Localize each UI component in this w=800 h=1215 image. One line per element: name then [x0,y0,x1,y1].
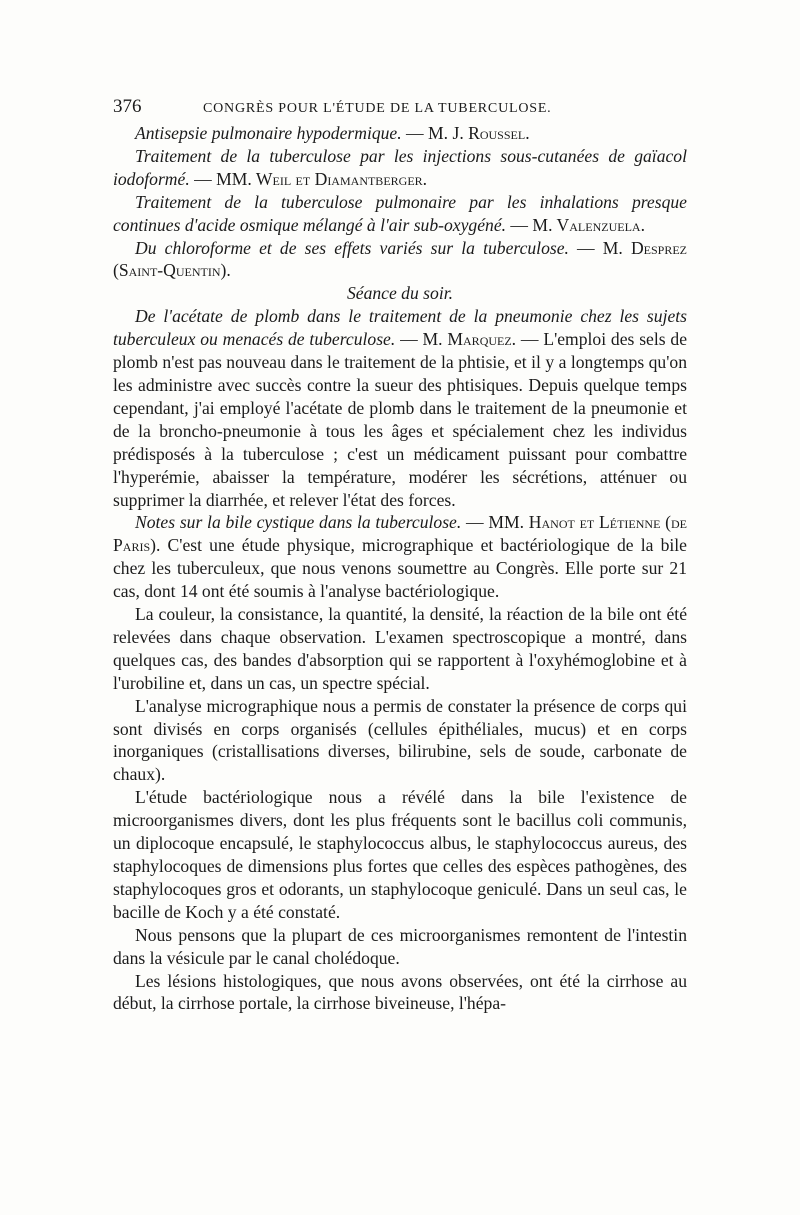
page-body [113,122,687,1015]
page-header [113,96,687,118]
communication-title: Traitement de la tuberculose pulmonaire par les inhalations presque continues d'acide osmique mélangé à l'air sub-oxygéné. [113,191,687,235]
article-paragraph: Nous pensons que la plupart de ces microorganismes remontent de l'intestin dans la vésicule par le canal cholédoque. [113,924,687,968]
communication-author: M. Valenzuela. [532,214,645,235]
article-paragraph: La couleur, la consistance, la quantité, la densité, la réaction de la bile ont été relevées dans chaque observation. L'examen spectroscopique a montré, dans quelques cas, des bandes d'absorption qui se rapportent à l'oxyhémoglobine et à l'urobiline et, dans un cas, un spectre spécial. [113,604,687,693]
communication-title: Antisepsie pulmonaire hypodermique. [135,123,402,143]
article-text: L'emploi des sels de plomb n'est pas nouveau dans le traitement de la phtisie, et il y a longtemps qu'on les administre avec succès contre la sueur des phtisiques. Depuis quelque temps cependant, j'ai employé l'acétate de plomb dans le traitement de la pneumonie et de la broncho-pneumonie à tous les âges et spécialement chez les individus prédisposés à la tuberculose ; c'est un médicament puissant pour combattre l'hyperémie, abaisser la température, modérer les sécrétions, atténuer ou supprimer la diarrhée, et relever l'état des forces. [113,329,688,510]
article-author: M. Marquez. [422,329,517,350]
communication-title: Traitement de la tuberculose par les injections sous-cutanées de gaïacol iodoformé. [113,145,687,189]
article-paragraph: De l'acétate de plomb dans le traitement de la pneumonie chez les sujets tuberculeux ou menacés de tuberculose. — M. Marquez. — L'emploi des sels de plomb n'est pas nouveau dans le traitement de la phtisie, et il y a longtemps qu'on les administre avec succès contre la sueur des phtisiques. Depuis quelque temps cependant, j'ai employé l'acétate de plomb dans le traitement de la pneumonie et de la broncho-pneumonie à tous les âges et spécialement chez les individus prédisposés à la tuberculose ; c'est un médicament puissant pour combattre l'hyperémie, abaisser la température, modérer les sécrétions, atténuer ou supprimer la diarrhée, et relever l'état des forces. [113,306,688,510]
communication-entry: Traitement de la tuberculose pulmonaire par les inhalations presque continues d'acide osmique mélangé à l'air sub-oxygéné. — M. Valenzuela. [113,191,687,235]
communication-title: Du chloroforme et de ses effets variés sur la tuberculose. [135,237,569,258]
page-number: 376 [113,96,142,117]
article-paragraph: L'étude bactériologique nous a révélé dans la bile l'existence de microorganismes divers, dont les plus fréquents sont le bacillus coli communis, un diplocoque encapsulé, le staphylococcus albus, le staphylococcus aureus, des staphylocoques de dimensions plus fortes que celles des espèces pathogènes, des staphylocoques gros et odorants, un staphylocoque geniculé. Dans un seul cas, le bacille de Koch y a été constaté. [113,787,687,922]
article-paragraph: Notes sur la bile cystique dans la tuberculose. — MM. Hanot et Létienne (de Paris). C'est une étude physique, micrographique et bactériologique de la bile chez les tuberculeux, que nous venons soumettre au Congrès. Elle porte sur 21 cas, dont 14 ont été soumis à l'analyse bactériologique. [113,512,687,602]
communication-author: M. Desprez (Saint-Quentin). [113,237,687,281]
article-paragraph: Les lésions histologiques, que nous avons observées, ont été la cirrhose au début, la cirrhose portale, la cirrhose biveineuse, l'hépa- [113,970,687,1014]
running-title: CONGRÈS POUR L'ÉTUDE DE LA TUBERCULOSE. [203,101,552,116]
article-author: MM. Hanot et Létienne (de Paris). [113,512,687,556]
communication-entry: Du chloroforme et de ses effets variés sur la tuberculose. — M. Desprez (Saint-Quentin). [113,237,687,281]
article-title: Notes sur la bile cystique dans la tuberculose. [135,512,462,533]
communication-author: M. J. Roussel. [428,123,530,143]
article-text: C'est une étude physique, micrographique et bactériologique de la bile chez les tuberculeux, que nous venons soumettre au Congrès. Elle porte sur 21 cas, dont 14 ont été soumis à l'analyse bactériologique. [113,535,687,602]
communication-author: MM. Weil et Diamantberger. [216,168,428,189]
communication-entry: Traitement de la tuberculose par les injections sous-cutanées de gaïacol iodoformé. — MM. Weil et Diamantberger. [113,145,687,189]
article-title: De l'acétate de plomb dans le traitement de la pneumonie chez les sujets tuberculeux ou menacés de tuberculose. [113,306,687,350]
communication-entry: Antisepsie pulmonaire hypodermique. — M. J. Roussel. [135,123,530,143]
article-paragraph: L'analyse micrographique nous a permis de constater la présence de corps qui sont divisés en corps organisés (cellules épithéliales, mucus) et en corps inorganiques (cristallisations diverses, bilirubine, sels de soude, carbonate de chaux). [113,695,687,785]
book-page [113,96,687,1015]
session-heading: Séance du soir. [346,283,454,304]
